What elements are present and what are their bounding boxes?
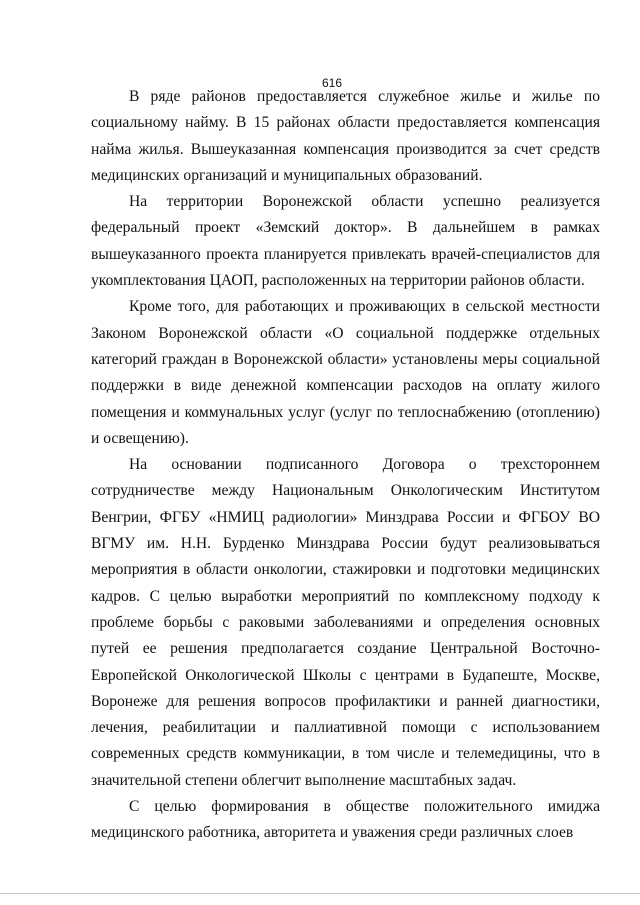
paragraph-oncology-cooperation: На основании подписанного Договора о трехстороннем сотрудничестве между Национальным Онкологическим Институтом Венгрии, ФГБУ «НМИЦ радиологии» Минздрава России и ФГБОУ ВО ВГМУ им. Н.Н. Бурденко Минздрава России будут реализовываться мероприятия в области онкологии, стажировки и подготовки медицинских кадров. С целью выработки мероприятий по комплексному подходу к проблеме борьбы с раковыми заболеваниями и определения основных путей ее решения предполагается создание Центральной Восточно-Европейской Онкологической Школы с центрами в Будапеште, Москве, Воронеже для решения вопросов профилактики и ранней диагностики, лечения, реабилитации и паллиативной помощи с использованием современных средств коммуникации, в том числе и телемедицины, что в значительной степени облегчит выполнение масштабных задач. [91, 456, 600, 789]
paragraph-housing: В ряде районов предоставляется служебное жилье и жилье по социальному найму. В 15 районах области предоставляется компенсация найма жилья. Вышеуказанная компенсация производится за счет средств медицинских организаций и муниципальных образований. [91, 88, 600, 184]
body-text [91, 84, 600, 847]
paragraph-image-formation: С целью формирования в обществе положительного имиджа медицинского работника, авторитета и уважения среди различных слоев [91, 798, 600, 842]
paragraph-zemsky-doctor: На территории Воронежской области успешно реализуется федеральный проект «Земский доктор». В дальнейшем в рамках вышеуказанного проекта планируется привлекать врачей-специалистов для укомплектования ЦАОП, расположенных на территории районов области. [91, 193, 600, 290]
page-number: 616 [321, 76, 343, 90]
paragraph-social-support: Кроме того, для работающих и проживающих в сельской местности Законом Воронежской области «О социальной поддержке отдельных категорий граждан в Воронежской области» установлены меры социальной поддержки в виде денежной компенсации расходов на оплату жилого помещения и коммунальных услуг (услуг по теплоснабжению (отоплению) и освещению). [91, 298, 600, 447]
page-bottom-edge [0, 893, 640, 894]
